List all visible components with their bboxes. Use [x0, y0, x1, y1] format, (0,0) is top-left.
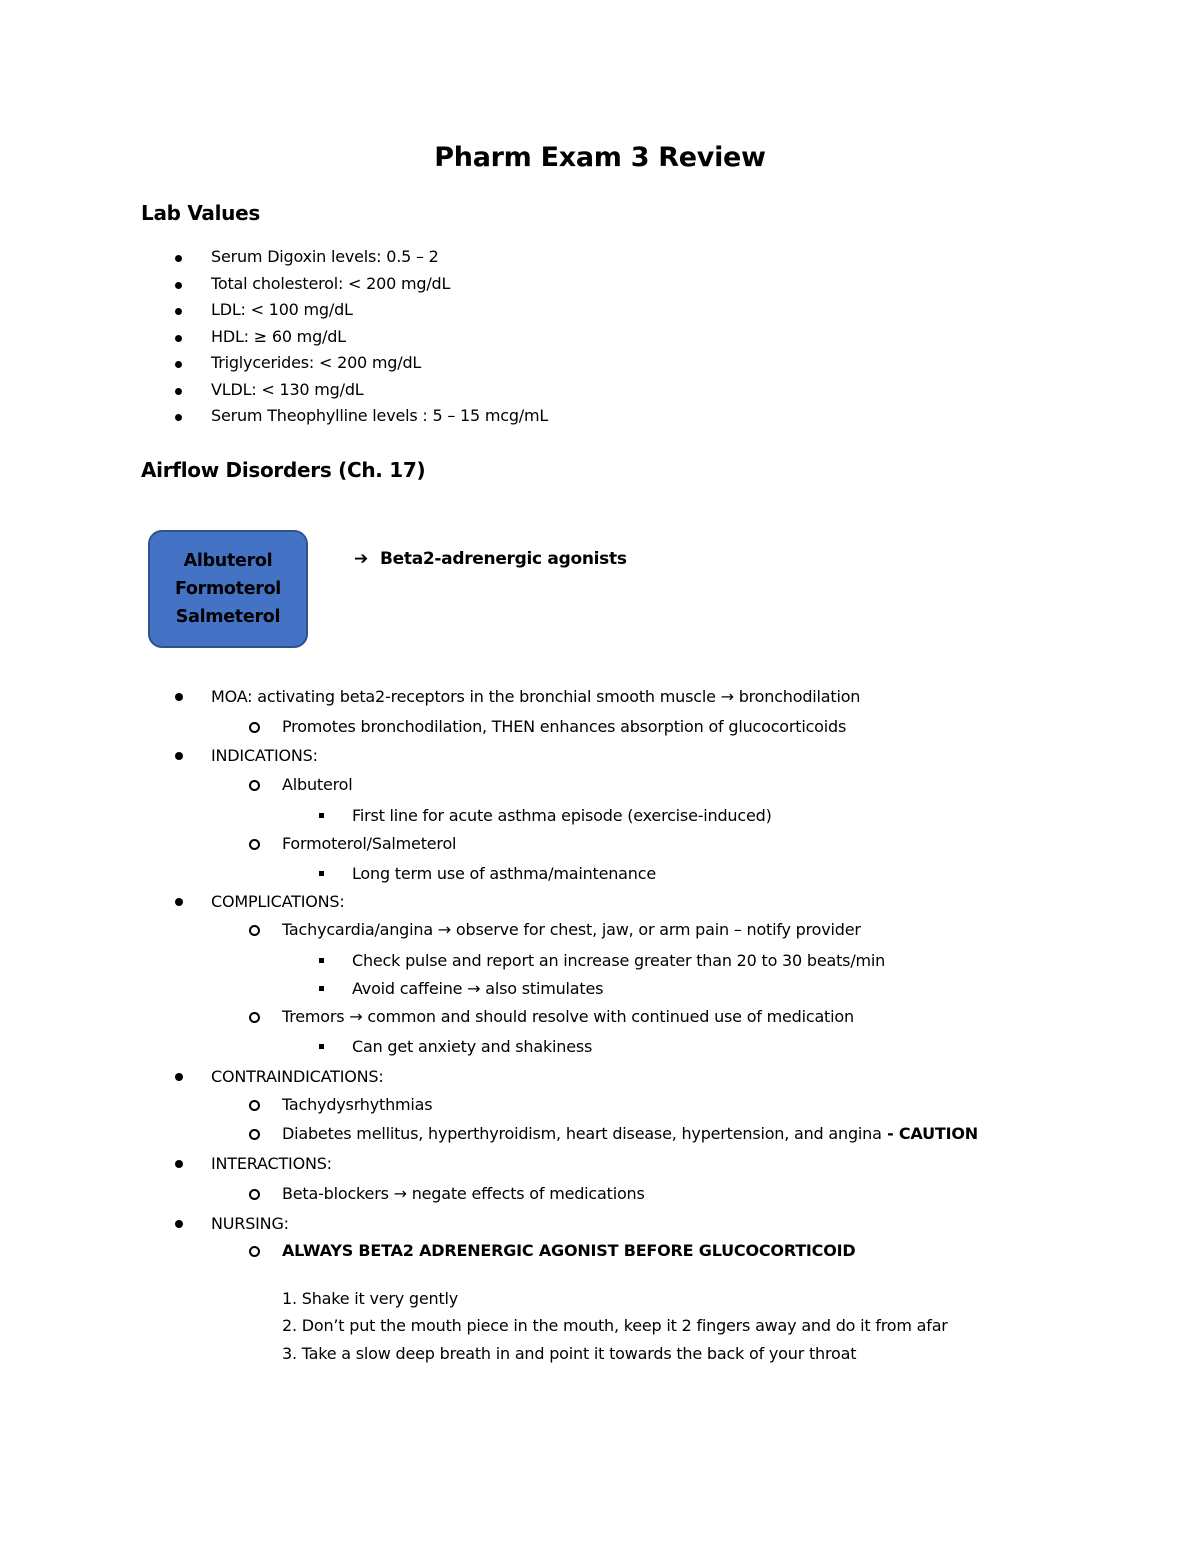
interaction-item: Beta-blockers → negate effects of medications — [282, 1184, 645, 1203]
drug-name: Salmeterol — [175, 607, 281, 627]
complication-tremors-detail: Can get anxiety and shakiness — [352, 1037, 593, 1056]
indication-albuterol: Albuterol — [282, 775, 353, 794]
indication-albuterol-detail: First line for acute asthma episode (exercise-induced) — [352, 806, 772, 825]
inhaler-step: 2. Don’t put the mouth piece in the mouth, keep it 2 fingers away and do it from afar — [282, 1316, 948, 1335]
complication-tremors: Tremors → common and should resolve with continued use of medication — [282, 1007, 854, 1026]
interactions-item: INTERACTIONS: — [211, 1154, 332, 1173]
contraindication-text: Diabetes mellitus, hyperthyroidism, heart disease, hypertension, and angina — [282, 1124, 882, 1143]
drug-name: Formoterol — [174, 579, 282, 599]
list-item: Serum Digoxin levels: 0.5 – 2 — [211, 247, 439, 266]
contraindication-item — [282, 1124, 978, 1143]
list-item: Serum Theophylline levels : 5 – 15 mcg/mL — [211, 406, 549, 425]
moa-sub-item: Promotes bronchodilation, THEN enhances absorption of glucocorticoids — [282, 717, 847, 736]
list-item: HDL: ≥ 60 mg/dL — [211, 327, 346, 346]
caution-label: - CAUTION — [881, 1124, 978, 1143]
list-item: LDL: < 100 mg/dL — [211, 300, 353, 319]
drug-names-box — [148, 530, 308, 648]
arrow-right-icon: ➔ — [354, 549, 368, 569]
drug-class-line — [354, 549, 627, 569]
drug-name: Albuterol — [183, 551, 273, 571]
moa-item: MOA: activating beta2-receptors in the bronchial smooth muscle → bronchodilation — [211, 687, 861, 706]
contraindication-item: Tachydysrhythmias — [282, 1095, 433, 1114]
list-item: Triglycerides: < 200 mg/dL — [211, 353, 422, 372]
indications-item: INDICATIONS: — [211, 746, 318, 765]
nursing-rule: ALWAYS BETA2 ADRENERGIC AGONIST BEFORE GLUCOCORTICOID — [282, 1241, 856, 1260]
complication-tachycardia: Tachycardia/angina → observe for chest, jaw, or arm pain – notify provider — [282, 920, 861, 939]
lab-values-heading: Lab Values — [141, 201, 260, 225]
indication-formoterol-detail: Long term use of asthma/maintenance — [352, 864, 656, 883]
inhaler-step: 1. Shake it very gently — [282, 1289, 459, 1308]
indication-formoterol: Formoterol/Salmeterol — [282, 834, 457, 853]
list-item: Total cholesterol: < 200 mg/dL — [211, 274, 451, 293]
page-title: Pharm Exam 3 Review — [434, 142, 766, 173]
list-item: VLDL: < 130 mg/dL — [211, 380, 364, 399]
airflow-heading: Airflow Disorders (Ch. 17) — [141, 458, 426, 482]
inhaler-step: 3. Take a slow deep breath in and point it towards the back of your throat — [282, 1344, 857, 1363]
drug-class-label: Beta2-adrenergic agonists — [380, 549, 627, 569]
complication-tachycardia-detail: Avoid caffeine → also stimulates — [352, 979, 604, 998]
nursing-item: NURSING: — [211, 1214, 289, 1233]
contraindications-item: CONTRAINDICATIONS: — [211, 1067, 384, 1086]
complication-tachycardia-detail: Check pulse and report an increase greater than 20 to 30 beats/min — [352, 951, 886, 970]
complications-item: COMPLICATIONS: — [211, 892, 345, 911]
